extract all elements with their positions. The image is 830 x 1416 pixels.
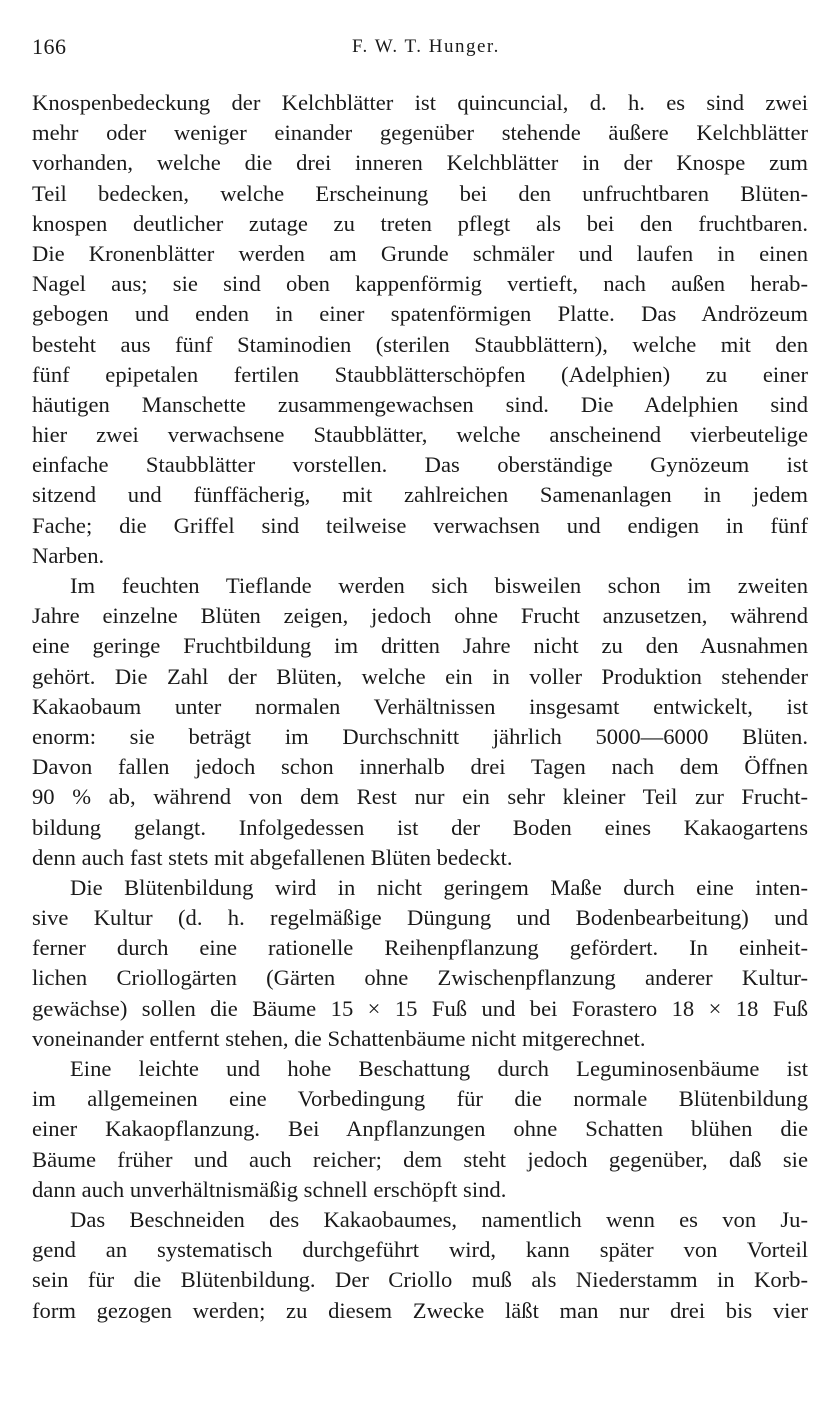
text-line: sein für die Blütenbildung. Der Criollo muß als Niederstamm in Korb-: [32, 1267, 808, 1293]
text-line: häutigen Manschette zusammengewachsen sind. Die Adelphien sind: [32, 391, 808, 417]
text-line: mehr oder weniger einander gegenüber stehende äußere Kelchblätter: [32, 120, 808, 146]
text-line: gehört. Die Zahl der Blüten, welche ein in voller Produktion stehender: [32, 663, 808, 689]
text-line: Kakaobaum unter normalen Verhältnissen insgesamt entwickelt, ist: [32, 693, 808, 719]
text-line: sitzend und fünffächerig, mit zahlreichen Samenanlagen in jedem: [32, 482, 808, 508]
text-line: Nagel aus; sie sind oben kappenförmig vertieft, nach außen herab-: [32, 271, 808, 297]
text-line: einer Kakaopflanzung. Bei Anpflanzungen ohne Schatten blühen die: [32, 1116, 808, 1142]
text-line: im allgemeinen eine Vorbedingung für die normale Blütenbildung: [32, 1086, 808, 1112]
text-line: Knospenbedeckung der Kelchblätter ist quincuncial, d. h. es sind zwei: [32, 90, 808, 115]
text-line: lichen Criollogärten (Gärten ohne Zwischenpflanzung anderer Kultur-: [32, 965, 808, 991]
text-line: Fache; die Griffel sind teilweise verwachsen und endigen in fünf: [32, 512, 808, 538]
text-line: einfache Staubblätter vorstellen. Das oberständige Gynözeum ist: [32, 452, 808, 478]
text-line: Das Beschneiden des Kakaobaumes, namentlich wenn es von Ju-: [70, 1206, 808, 1232]
text-line: Die Blütenbildung wird in nicht geringem Maße durch eine inten-: [70, 874, 808, 900]
text-line: Jahre einzelne Blüten zeigen, jedoch ohne Frucht anzusetzen, während: [32, 603, 808, 629]
text-line: Teil bedecken, welche Erscheinung bei den unfruchtbaren Blüten-: [32, 180, 808, 206]
text-line: vorhanden, welche die drei inneren Kelchblätter in der Knospe zum: [32, 150, 808, 176]
text-line: gend an systematisch durchgeführt wird, kann später von Vorteil: [32, 1237, 808, 1263]
paragraph: [32, 1205, 808, 1326]
text-line: gebogen und enden in einer spatenförmigen Platte. Das Andrözeum: [32, 301, 808, 327]
text-line: Davon fallen jedoch schon innerhalb drei Tagen nach dem Öffnen: [32, 754, 808, 780]
text-line: enorm: sie beträgt im Durchschnitt jährlich 5000—6000 Blüten.: [32, 723, 808, 749]
text-line: form gezogen werden; zu diesem Zwecke läßt man nur drei bis vier: [32, 1297, 808, 1323]
text-line: sive Kultur (d. h. regelmäßige Düngung und Bodenbearbeitung) und: [32, 905, 808, 931]
text-line: voneinander entfernt stehen, die Schattenbäume nicht mitgerechnet.: [32, 1025, 646, 1051]
paragraph: [32, 88, 808, 571]
text-line: fünf epipetalen fertilen Staubblätterschöpfen (Adelphien) zu einer: [32, 361, 808, 387]
running-head: F. W. T. Hunger.: [352, 36, 500, 57]
text-line: ferner durch eine rationelle Reihenpflanzung gefördert. In einheit-: [32, 935, 808, 961]
page-number: 166: [32, 34, 67, 59]
paragraph: [32, 571, 808, 873]
text-line: gewächse) sollen die Bäume 15 × 15 Fuß und bei Forastero 18 × 18 Fuß: [32, 995, 808, 1021]
paragraph: [32, 873, 808, 1054]
text-line: Eine leichte und hohe Beschattung durch Leguminosenbäume ist: [70, 1056, 808, 1081]
text-line: Die Kronenblätter werden am Grunde schmäler und laufen in einen: [32, 240, 808, 266]
text-line: besteht aus fünf Staminodien (sterilen Staubblättern), welche mit den: [32, 331, 808, 357]
text-line: Im feuchten Tieflande werden sich bisweilen schon im zweiten: [70, 573, 808, 598]
text-line: dann auch unverhältnismäßig schnell erschöpft sind.: [32, 1176, 507, 1202]
page-header: [32, 34, 810, 64]
text-line: eine geringe Fruchtbildung im dritten Jahre nicht zu den Ausnahmen: [32, 633, 808, 659]
text-line: Bäume früher und auch reicher; dem steht jedoch gegenüber, daß sie: [32, 1146, 808, 1172]
text-line: hier zwei verwachsene Staubblätter, welche anscheinend vierbeutelige: [32, 422, 808, 448]
text-line: knospen deutlicher zutage zu treten pflegt als bei den fruchtbaren.: [32, 210, 808, 236]
text-line: Narben.: [32, 542, 105, 568]
paragraph: [32, 1054, 808, 1205]
text-line: 90 % ab, während von dem Rest nur ein sehr kleiner Teil zur Frucht-: [32, 784, 808, 810]
body-text: [32, 88, 808, 1326]
text-line: denn auch fast stets mit abgefallenen Blüten bedeckt.: [32, 844, 513, 870]
text-line: bildung gelangt. Infolgedessen ist der Boden eines Kakaogartens: [32, 814, 808, 840]
